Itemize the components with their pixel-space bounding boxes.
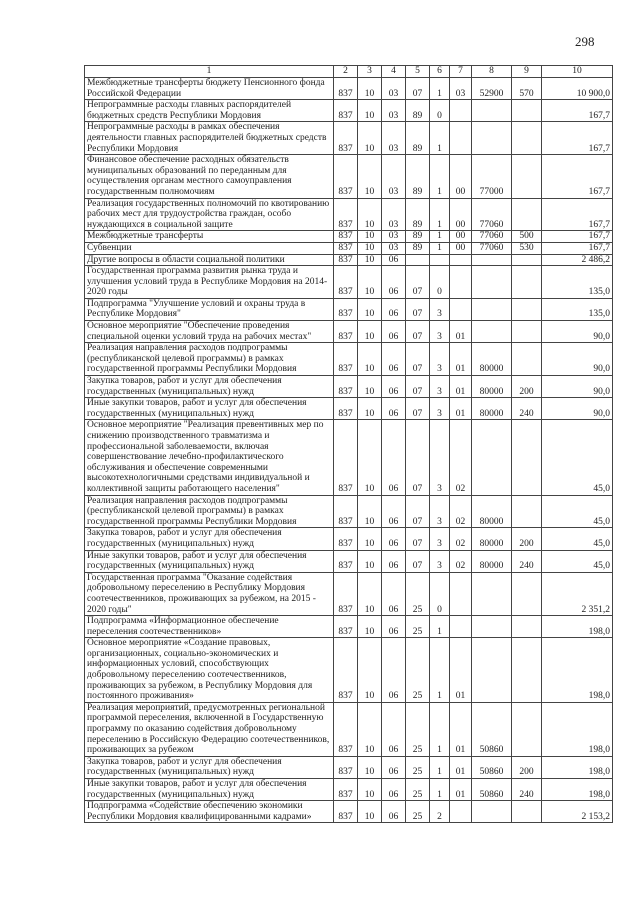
row-code-cell: 3 xyxy=(430,550,450,572)
row-code-cell: 837 xyxy=(334,779,358,801)
row-code-cell: 80000 xyxy=(472,528,512,550)
row-amount-cell: 2 486,2 xyxy=(542,254,613,266)
row-code-cell: 01 xyxy=(450,376,472,398)
row-code-cell xyxy=(512,616,542,638)
row-code-cell: 00 xyxy=(450,242,472,254)
row-code-cell: 07 xyxy=(406,420,430,495)
row-name-cell: Реализация направления расходов подпрограммы (республиканской целевой программы) в рамках государственной программы Республики Мордовия xyxy=(85,343,334,376)
row-code-cell: 25 xyxy=(406,702,430,756)
row-code-cell: 25 xyxy=(406,638,430,703)
row-code-cell: 10 xyxy=(358,550,382,572)
row-name-cell: Закупка товаров, работ и услуг для обеспечения государственных (муниципальных) нужд xyxy=(85,528,334,550)
row-code-cell xyxy=(512,321,542,343)
table-row xyxy=(85,100,613,122)
row-code-cell: 03 xyxy=(382,155,406,198)
row-code-cell: 837 xyxy=(334,198,358,231)
row-code-cell: 89 xyxy=(406,122,430,155)
row-code-cell: 06 xyxy=(382,254,406,266)
row-code-cell: 10 xyxy=(358,298,382,320)
row-code-cell: 89 xyxy=(406,100,430,122)
row-code-cell: 3 xyxy=(430,343,450,376)
row-code-cell: 1 xyxy=(430,78,450,100)
row-code-cell: 10 xyxy=(358,155,382,198)
row-code-cell: 500 xyxy=(512,231,542,243)
row-name-cell: Межбюджетные трансферты бюджету Пенсионного фонда Российской Федерации xyxy=(85,78,334,100)
row-code-cell xyxy=(472,420,512,495)
row-code-cell: 240 xyxy=(512,550,542,572)
row-name-cell: Межбюджетные трансферты xyxy=(85,231,334,243)
row-name-cell: Другие вопросы в области социальной политики xyxy=(85,254,334,266)
row-code-cell xyxy=(472,266,512,299)
table-row xyxy=(85,801,613,823)
row-code-cell: 80000 xyxy=(472,398,512,420)
row-code-cell: 10 xyxy=(358,343,382,376)
row-code-cell: 10 xyxy=(358,779,382,801)
table-row xyxy=(85,242,613,254)
row-name-cell: Основное мероприятие "Обеспечение проведения специальной оценки условий труда на рабочих местах" xyxy=(85,321,334,343)
row-code-cell: 200 xyxy=(512,756,542,778)
row-name-cell: Иные закупки товаров, работ и услуг для обеспечения государственных (муниципальных) нужд xyxy=(85,550,334,572)
row-amount-cell: 45,0 xyxy=(542,550,613,572)
row-code-cell xyxy=(512,122,542,155)
row-code-cell: 1 xyxy=(430,756,450,778)
row-code-cell: 03 xyxy=(382,122,406,155)
row-code-cell xyxy=(512,100,542,122)
table-row xyxy=(85,254,613,266)
row-code-cell xyxy=(472,298,512,320)
row-amount-cell: 167,7 xyxy=(542,100,613,122)
row-code-cell: 06 xyxy=(382,298,406,320)
row-code-cell: 837 xyxy=(334,122,358,155)
row-code-cell: 06 xyxy=(382,779,406,801)
row-code-cell xyxy=(450,254,472,266)
row-code-cell: 02 xyxy=(450,420,472,495)
row-code-cell: 0 xyxy=(430,100,450,122)
row-code-cell: 01 xyxy=(450,779,472,801)
row-code-cell: 10 xyxy=(358,702,382,756)
row-code-cell: 837 xyxy=(334,616,358,638)
row-code-cell: 3 xyxy=(430,376,450,398)
row-code-cell: 530 xyxy=(512,242,542,254)
row-code-cell: 570 xyxy=(512,78,542,100)
row-code-cell xyxy=(450,572,472,615)
row-code-cell: 837 xyxy=(334,266,358,299)
row-amount-cell: 167,7 xyxy=(542,231,613,243)
row-code-cell: 89 xyxy=(406,155,430,198)
row-code-cell: 1 xyxy=(430,198,450,231)
row-code-cell: 89 xyxy=(406,198,430,231)
row-code-cell xyxy=(512,638,542,703)
row-code-cell: 837 xyxy=(334,376,358,398)
row-code-cell xyxy=(406,254,430,266)
row-code-cell: 3 xyxy=(430,495,450,528)
row-code-cell: 10 xyxy=(358,242,382,254)
row-code-cell: 837 xyxy=(334,155,358,198)
row-code-cell: 3 xyxy=(430,420,450,495)
row-amount-cell: 198,0 xyxy=(542,756,613,778)
row-code-cell: 80000 xyxy=(472,550,512,572)
row-code-cell xyxy=(512,254,542,266)
table-row xyxy=(85,198,613,231)
row-code-cell: 07 xyxy=(406,398,430,420)
row-amount-cell: 2 153,2 xyxy=(542,801,613,823)
row-amount-cell: 90,0 xyxy=(542,376,613,398)
row-code-cell: 25 xyxy=(406,616,430,638)
row-code-cell: 80000 xyxy=(472,343,512,376)
row-code-cell: 1 xyxy=(430,242,450,254)
row-code-cell xyxy=(450,100,472,122)
row-code-cell: 89 xyxy=(406,242,430,254)
row-name-cell: Реализация направления расходов подпрограммы (республиканской целевой программы) в рамках государственной программы Республики Мордовия xyxy=(85,495,334,528)
column-header-4: 4 xyxy=(382,66,406,78)
row-amount-cell: 10 900,0 xyxy=(542,78,613,100)
row-code-cell: 1 xyxy=(430,702,450,756)
row-name-cell: Закупка товаров, работ и услуг для обеспечения государственных (муниципальных) нужд xyxy=(85,756,334,778)
column-header-3: 3 xyxy=(358,66,382,78)
row-code-cell: 25 xyxy=(406,801,430,823)
row-code-cell: 06 xyxy=(382,398,406,420)
row-code-cell: 10 xyxy=(358,756,382,778)
column-header-2: 2 xyxy=(334,66,358,78)
row-code-cell xyxy=(472,801,512,823)
table-row xyxy=(85,343,613,376)
row-code-cell xyxy=(512,702,542,756)
row-code-cell: 06 xyxy=(382,572,406,615)
row-code-cell: 50860 xyxy=(472,756,512,778)
row-name-cell: Непрограммные расходы в рамках обеспечения деятельности главных распорядителей бюджетных средств Республики Мордовия xyxy=(85,122,334,155)
row-code-cell: 07 xyxy=(406,343,430,376)
row-amount-cell: 135,0 xyxy=(542,266,613,299)
row-code-cell: 837 xyxy=(334,702,358,756)
row-code-cell: 10 xyxy=(358,78,382,100)
row-name-cell: Финансовое обеспечение расходных обязательств муниципальных образований по переданным для осуществления органам местного самоуправления государственным полномочиям xyxy=(85,155,334,198)
row-code-cell: 200 xyxy=(512,376,542,398)
row-amount-cell: 45,0 xyxy=(542,495,613,528)
row-code-cell: 80000 xyxy=(472,495,512,528)
row-code-cell: 240 xyxy=(512,779,542,801)
row-code-cell: 837 xyxy=(334,638,358,703)
row-code-cell xyxy=(512,420,542,495)
row-code-cell: 10 xyxy=(358,231,382,243)
table-row xyxy=(85,78,613,100)
table-row xyxy=(85,572,613,615)
row-code-cell: 10 xyxy=(358,266,382,299)
row-code-cell: 837 xyxy=(334,100,358,122)
table-row xyxy=(85,702,613,756)
table-row xyxy=(85,779,613,801)
row-code-cell: 52900 xyxy=(472,78,512,100)
row-code-cell xyxy=(450,616,472,638)
row-code-cell: 837 xyxy=(334,78,358,100)
row-code-cell: 10 xyxy=(358,801,382,823)
row-amount-cell: 2 351,2 xyxy=(542,572,613,615)
row-code-cell: 77060 xyxy=(472,231,512,243)
row-code-cell: 10 xyxy=(358,398,382,420)
column-header-6: 6 xyxy=(430,66,450,78)
row-code-cell: 200 xyxy=(512,528,542,550)
row-amount-cell: 198,0 xyxy=(542,638,613,703)
row-code-cell: 837 xyxy=(334,572,358,615)
row-code-cell: 50860 xyxy=(472,702,512,756)
row-code-cell: 837 xyxy=(334,231,358,243)
row-code-cell xyxy=(472,572,512,615)
row-code-cell: 837 xyxy=(334,254,358,266)
budget-table xyxy=(84,65,613,823)
row-name-cell: Непрограммные расходы главных распорядителей бюджетных средств Республики Мордовия xyxy=(85,100,334,122)
row-amount-cell: 90,0 xyxy=(542,343,613,376)
table-body xyxy=(85,78,613,823)
row-code-cell: 02 xyxy=(450,495,472,528)
row-name-cell: Подпрограмма «Содействие обеспечению экономики Республики Мордовия квалифицированными кадрами» xyxy=(85,801,334,823)
row-code-cell: 10 xyxy=(358,495,382,528)
table-row xyxy=(85,376,613,398)
row-code-cell: 10 xyxy=(358,198,382,231)
row-code-cell: 06 xyxy=(382,376,406,398)
column-header-5: 5 xyxy=(406,66,430,78)
row-name-cell: Иные закупки товаров, работ и услуг для обеспечения государственных (муниципальных) нужд xyxy=(85,779,334,801)
row-code-cell xyxy=(472,100,512,122)
page-number: 298 xyxy=(575,34,595,49)
row-code-cell: 06 xyxy=(382,616,406,638)
row-code-cell: 10 xyxy=(358,528,382,550)
row-code-cell: 1 xyxy=(430,638,450,703)
row-code-cell xyxy=(430,254,450,266)
table-row xyxy=(85,495,613,528)
row-code-cell: 02 xyxy=(450,528,472,550)
row-code-cell: 06 xyxy=(382,801,406,823)
row-code-cell: 837 xyxy=(334,528,358,550)
row-code-cell xyxy=(512,155,542,198)
row-code-cell: 0 xyxy=(430,266,450,299)
row-code-cell xyxy=(512,572,542,615)
row-code-cell: 02 xyxy=(450,550,472,572)
row-code-cell: 89 xyxy=(406,231,430,243)
row-code-cell: 25 xyxy=(406,572,430,615)
row-code-cell: 06 xyxy=(382,495,406,528)
row-code-cell: 03 xyxy=(382,78,406,100)
row-code-cell: 07 xyxy=(406,321,430,343)
row-code-cell: 837 xyxy=(334,801,358,823)
row-name-cell: Реализация мероприятий, предусмотренных региональной программой переселения, включенной в Государственную программу по оказанию содействия добровольному переселению в Российскую Федерацию соотечественников, проживающих за рубежом xyxy=(85,702,334,756)
column-header-7: 7 xyxy=(450,66,472,78)
row-code-cell: 03 xyxy=(382,242,406,254)
table-row xyxy=(85,266,613,299)
row-code-cell: 1 xyxy=(430,231,450,243)
table-row xyxy=(85,155,613,198)
row-code-cell xyxy=(512,298,542,320)
table-row xyxy=(85,616,613,638)
row-code-cell xyxy=(512,266,542,299)
table-row xyxy=(85,321,613,343)
row-code-cell: 1 xyxy=(430,155,450,198)
row-code-cell: 1 xyxy=(430,122,450,155)
row-code-cell: 240 xyxy=(512,398,542,420)
row-code-cell: 3 xyxy=(430,298,450,320)
table-row xyxy=(85,122,613,155)
row-code-cell: 77000 xyxy=(472,155,512,198)
row-code-cell: 00 xyxy=(450,155,472,198)
row-amount-cell: 45,0 xyxy=(542,528,613,550)
row-code-cell: 10 xyxy=(358,616,382,638)
row-code-cell: 06 xyxy=(382,638,406,703)
row-name-cell: Субвенции xyxy=(85,242,334,254)
row-code-cell: 25 xyxy=(406,756,430,778)
row-code-cell: 3 xyxy=(430,398,450,420)
table-row xyxy=(85,298,613,320)
row-code-cell xyxy=(450,122,472,155)
table-row xyxy=(85,420,613,495)
table-row xyxy=(85,231,613,243)
row-amount-cell: 167,7 xyxy=(542,242,613,254)
row-code-cell: 10 xyxy=(358,321,382,343)
table-row xyxy=(85,528,613,550)
row-name-cell: Основное мероприятие «Создание правовых, организационных, социально-экономических и информационных условий, способствующих добровольному переселению соотечественников, проживающих за рубежом, в Республику Мордовия для постоянного проживания» xyxy=(85,638,334,703)
row-code-cell: 00 xyxy=(450,231,472,243)
row-code-cell: 10 xyxy=(358,420,382,495)
row-code-cell: 50860 xyxy=(472,779,512,801)
row-amount-cell: 167,7 xyxy=(542,122,613,155)
row-code-cell: 06 xyxy=(382,420,406,495)
table-row xyxy=(85,756,613,778)
row-code-cell: 03 xyxy=(382,198,406,231)
row-name-cell: Иные закупки товаров, работ и услуг для обеспечения государственных (муниципальных) нужд xyxy=(85,398,334,420)
column-header-10: 10 xyxy=(542,66,613,78)
row-code-cell: 837 xyxy=(334,550,358,572)
row-code-cell: 07 xyxy=(406,298,430,320)
row-code-cell: 07 xyxy=(406,528,430,550)
row-amount-cell: 90,0 xyxy=(542,398,613,420)
row-code-cell xyxy=(512,343,542,376)
row-code-cell xyxy=(450,298,472,320)
row-code-cell xyxy=(512,198,542,231)
table-row xyxy=(85,550,613,572)
column-header-8: 8 xyxy=(472,66,512,78)
row-code-cell: 06 xyxy=(382,343,406,376)
row-code-cell xyxy=(472,616,512,638)
header-row xyxy=(85,66,613,78)
row-code-cell: 03 xyxy=(450,78,472,100)
column-header-9: 9 xyxy=(512,66,542,78)
row-amount-cell: 198,0 xyxy=(542,779,613,801)
row-name-cell: Подпрограмма «Информационное обеспечение переселения соотечественников» xyxy=(85,616,334,638)
row-code-cell: 10 xyxy=(358,376,382,398)
row-code-cell xyxy=(450,266,472,299)
row-code-cell: 77060 xyxy=(472,198,512,231)
row-code-cell: 01 xyxy=(450,398,472,420)
row-code-cell: 10 xyxy=(358,572,382,615)
row-name-cell: Основное мероприятие "Реализация превентивных мер по снижению производственного травматизма и профессиональной заболеваемости, включая совершенствование лечебно-профилактического обслуживания и обеспечение современными высокотехнологичными средствами индивидуальной и коллективной защиты работающего населения" xyxy=(85,420,334,495)
row-code-cell: 07 xyxy=(406,78,430,100)
row-code-cell: 3 xyxy=(430,528,450,550)
table-row xyxy=(85,638,613,703)
row-code-cell: 25 xyxy=(406,779,430,801)
row-code-cell: 06 xyxy=(382,550,406,572)
row-code-cell: 00 xyxy=(450,198,472,231)
row-code-cell: 01 xyxy=(450,702,472,756)
row-code-cell: 1 xyxy=(430,616,450,638)
row-code-cell: 837 xyxy=(334,343,358,376)
row-code-cell: 837 xyxy=(334,495,358,528)
row-amount-cell: 198,0 xyxy=(542,616,613,638)
row-code-cell xyxy=(472,254,512,266)
row-code-cell: 837 xyxy=(334,242,358,254)
row-code-cell: 07 xyxy=(406,550,430,572)
row-code-cell: 03 xyxy=(382,231,406,243)
row-code-cell: 01 xyxy=(450,343,472,376)
row-code-cell: 10 xyxy=(358,638,382,703)
row-code-cell: 0 xyxy=(430,572,450,615)
row-amount-cell: 45,0 xyxy=(542,420,613,495)
row-code-cell xyxy=(512,495,542,528)
row-code-cell xyxy=(450,801,472,823)
row-code-cell: 837 xyxy=(334,298,358,320)
row-code-cell: 80000 xyxy=(472,376,512,398)
row-code-cell: 03 xyxy=(382,100,406,122)
row-amount-cell: 90,0 xyxy=(542,321,613,343)
row-name-cell: Государственная программа развития рынка труда и улучшения условий труда в Республике Мордовия на 2014-2020 годы xyxy=(85,266,334,299)
row-code-cell: 1 xyxy=(430,779,450,801)
row-amount-cell: 167,7 xyxy=(542,198,613,231)
row-amount-cell: 167,7 xyxy=(542,155,613,198)
row-code-cell xyxy=(472,321,512,343)
row-code-cell: 06 xyxy=(382,702,406,756)
row-code-cell: 10 xyxy=(358,100,382,122)
row-code-cell: 06 xyxy=(382,528,406,550)
row-code-cell: 06 xyxy=(382,321,406,343)
row-code-cell: 07 xyxy=(406,495,430,528)
row-name-cell: Закупка товаров, работ и услуг для обеспечения государственных (муниципальных) нужд xyxy=(85,376,334,398)
row-code-cell: 837 xyxy=(334,398,358,420)
row-name-cell: Подпрограмма "Улучшение условий и охраны труда в Республике Мордовия" xyxy=(85,298,334,320)
row-name-cell: Государственная программа "Оказание содействия добровольному переселению в Республику Мордовия соотечественников, проживающих за рубежом, на 2015 - 2020 годы" xyxy=(85,572,334,615)
row-code-cell: 07 xyxy=(406,376,430,398)
row-code-cell: 837 xyxy=(334,756,358,778)
column-header-1: 1 xyxy=(85,66,334,78)
row-code-cell xyxy=(472,638,512,703)
row-code-cell xyxy=(512,801,542,823)
row-code-cell: 01 xyxy=(450,321,472,343)
row-code-cell: 837 xyxy=(334,420,358,495)
row-name-cell: Реализация государственных полномочий по квотированию рабочих мест для трудоустройства граждан, особо нуждающихся в социальной защите xyxy=(85,198,334,231)
row-code-cell: 2 xyxy=(430,801,450,823)
row-code-cell: 77060 xyxy=(472,242,512,254)
row-code-cell: 07 xyxy=(406,266,430,299)
row-code-cell: 10 xyxy=(358,122,382,155)
row-code-cell xyxy=(472,122,512,155)
row-code-cell: 06 xyxy=(382,756,406,778)
row-code-cell: 01 xyxy=(450,638,472,703)
row-code-cell: 06 xyxy=(382,266,406,299)
table-row xyxy=(85,398,613,420)
row-code-cell: 3 xyxy=(430,321,450,343)
row-amount-cell: 198,0 xyxy=(542,702,613,756)
row-code-cell: 837 xyxy=(334,321,358,343)
row-amount-cell: 135,0 xyxy=(542,298,613,320)
row-code-cell: 10 xyxy=(358,254,382,266)
row-code-cell: 01 xyxy=(450,756,472,778)
